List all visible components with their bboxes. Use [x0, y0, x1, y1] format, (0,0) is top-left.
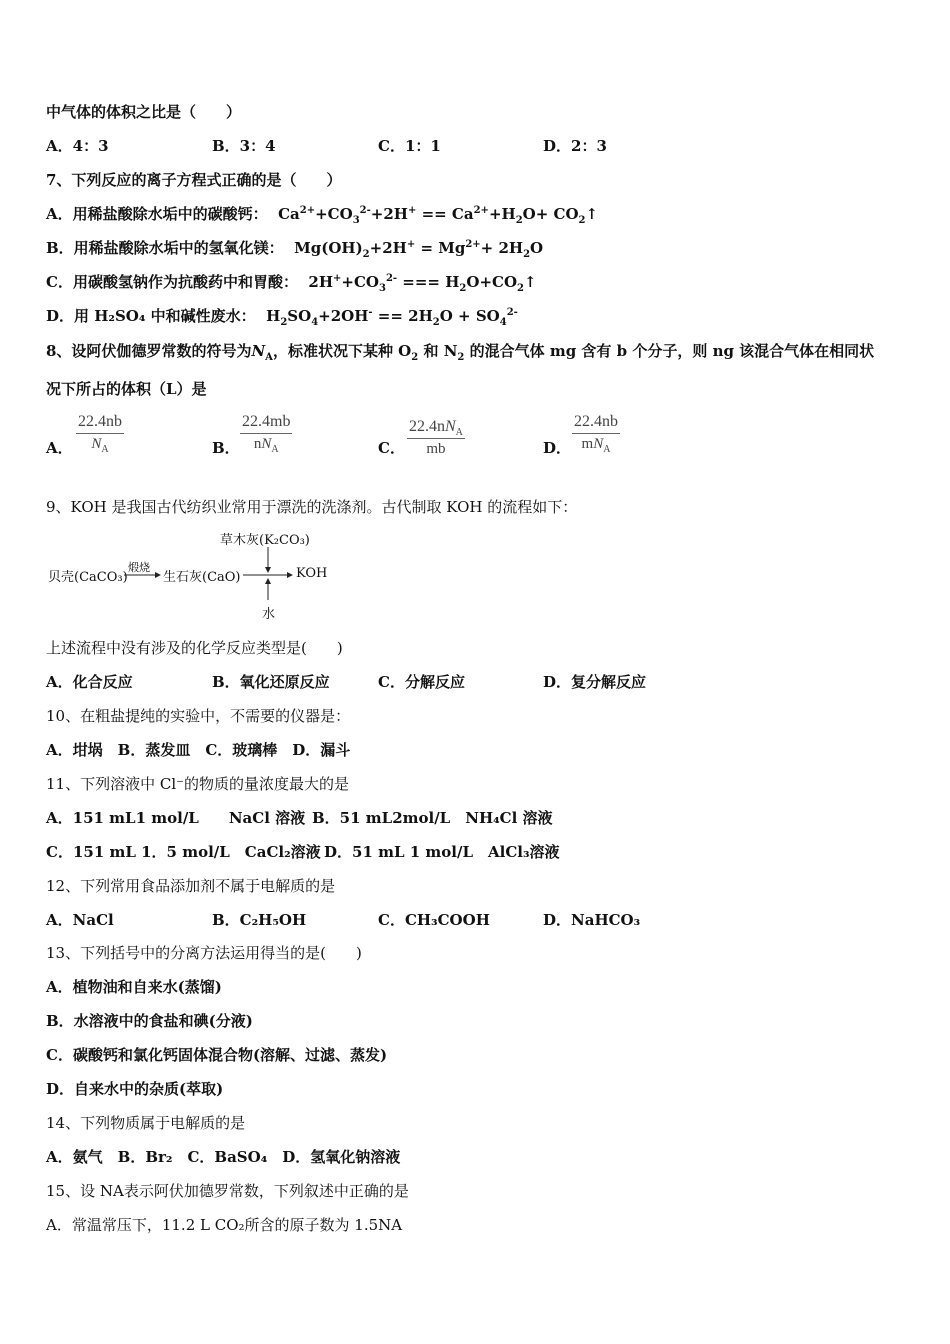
q7-option-a-text: A．用稀盐酸除水垢中的碳酸钙：: [46, 205, 268, 223]
q7-option-c-text: C．用碳酸氢钠作为抗酸药中和胃酸：: [46, 273, 298, 291]
q8-option-b-label: B．: [212, 439, 240, 457]
q7-option-d-text: D．用 H₂SO₄ 中和碱性废水：: [46, 307, 256, 325]
q12-option-c: C．CH₃COOH: [378, 911, 490, 929]
q11-option-d: D．51 mL 1 mol/L AlCl₃溶液: [324, 843, 560, 861]
q8-stem: 8、设阿伏伽德罗常数的符号为$N_A$，标准状况下某种 $O_2$ 和 $N_2$ 的混合气体 mg 含有 b 个分子，则 ng 该混合气体在相同状: [46, 342, 875, 363]
q6-option-b: B．3：4: [212, 137, 276, 155]
q10-stem: 10、在粗盐提纯的实验中，不需要的仪器是：: [46, 707, 351, 725]
flow-lime-label: 生石灰(CaO): [163, 570, 241, 585]
flow-arrows: [0, 0, 950, 640]
q8-option-b-numerator: 22.4mb: [242, 413, 291, 430]
q9-option-c: C．分解反应: [378, 673, 465, 691]
q8-stem-part1: 8、设阿伏伽德罗常数的符号为: [46, 342, 252, 360]
q14-stem: 14、下列物质属于电解质的是: [46, 1114, 246, 1132]
q8-option-a-label: A．: [46, 439, 73, 457]
q7-option-b-text: B．用稀盐酸除水垢中的氢氧化镁：: [46, 239, 284, 257]
q9-option-d: D．复分解反应: [543, 673, 647, 691]
q8-option-a-numerator: 22.4nb: [78, 413, 122, 430]
q8-option-d-numerator: 22.4nb: [574, 413, 618, 430]
q7-option-b-equation: $Mg(OH)_2+2H^+ = Mg^{2+}+ 2H_2O$: [288, 239, 544, 260]
q7-option-a-equation: $Ca^{2+}+CO_3^{2-}+2H^+ == Ca^{2+}+H_2O+$ $CO_2↑$: [272, 205, 599, 226]
q8-na-symbol: N: [251, 342, 266, 360]
q15-stem: 15、设 NA表示阿伏加德罗常数，下列叙述中正确的是: [46, 1182, 409, 1200]
q6-option-d: D．2：3: [543, 137, 607, 155]
flow-calcine-label: 煅烧: [128, 561, 150, 574]
q8-stem-part2: ，标准状况下某种: [272, 342, 393, 360]
q9-option-a: A．化合反应: [46, 673, 133, 691]
q8-option-c-numerator: $22.4nN_A$: [409, 418, 463, 439]
flow-product-label: KOH: [296, 566, 328, 581]
q9-question: 上述流程中没有涉及的化学反应类型是( ): [46, 639, 343, 657]
flow-ash-label: 草木灰(K₂CO₃): [220, 533, 310, 548]
q7-option-d-equation: $H_2SO_4+2OH^- == 2H_2O + SO_4^{2-}$: [260, 307, 518, 328]
q11-option-b: B．51 mL2mol/L NH₄Cl 溶液: [312, 809, 553, 827]
q11-option-c: C．151 mL 1．5 mol/L CaCl₂溶液: [46, 843, 321, 861]
q8-stem-part3: 和: [423, 342, 439, 360]
flow-water-label: 水: [262, 607, 276, 622]
q11-option-a: A．151 mL1 mol/L NaCl 溶液: [46, 809, 306, 827]
q12-option-b: B．C₂H₅OH: [212, 911, 307, 929]
q8-option-b-denominator: $nN_A$: [253, 436, 279, 455]
q8-option-d-label: D．: [543, 439, 572, 457]
q13-stem: 13、下列括号中的分离方法运用得当的是( ): [46, 944, 362, 962]
q14-options: A．氨气 B．Br₂ C．BaSO₄ D．氢氧化钠溶液: [46, 1148, 401, 1166]
q7-option-c-equation: $2H^++CO_3^{2-}$ === $H_2O+CO_2↑$: [303, 273, 537, 294]
q8-option-a-denominator: $N_A$: [91, 436, 109, 455]
q13-option-c: C．碳酸钙和氯化钙固体混合物(溶解、过滤、蒸发): [46, 1046, 388, 1064]
q12-option-d: D．NaHCO₃: [543, 911, 641, 929]
q13-option-a: A．植物油和自来水(蒸馏): [46, 978, 222, 996]
q6-option-c: C．1：1: [378, 137, 441, 155]
q13-option-d: D．自来水中的杂质(萃取): [46, 1080, 224, 1098]
q8-option-c-denominator: mb: [426, 441, 446, 457]
q8-stem-line2: 况下所占的体积（L）是: [46, 380, 207, 398]
q8-option-d-denominator: $mN_A$: [581, 436, 611, 455]
q6-option-a: A．4：3: [46, 137, 109, 155]
q9-option-b: B．氧化还原反应: [212, 673, 330, 691]
q9-stem: 9、KOH 是我国古代纺织业常用于漂洗的洗涤剂。古代制取 KOH 的流程如下：: [46, 498, 578, 516]
q12-option-a: A．NaCl: [46, 911, 114, 929]
q12-stem: 12、下列常用食品添加剂不属于电解质的是: [46, 877, 336, 895]
flow-shell-label: 贝壳(CaCO₃): [48, 570, 128, 585]
q10-options: A．坩埚 B．蒸发皿 C．玻璃棒 D．漏斗: [46, 741, 351, 759]
q15-option-a: A．常温常压下，11.2 L CO₂所含的原子数为 1.5NA: [46, 1216, 403, 1234]
q6-stem-tail: 中气体的体积之比是（ ）: [46, 103, 242, 121]
q8-stem-part4: 的混合气体 mg 含有 b 个分子，则 ng 该混合气体在相同状: [469, 342, 875, 360]
q11-stem: 11、下列溶液中 Cl⁻的物质的量浓度最大的是: [46, 775, 350, 793]
q8-option-c-label: C．: [378, 439, 405, 457]
q7-stem: 7、下列反应的离子方程式正确的是（ ）: [46, 171, 342, 189]
q13-option-b: B．水溶液中的食盐和碘(分液): [46, 1012, 253, 1030]
